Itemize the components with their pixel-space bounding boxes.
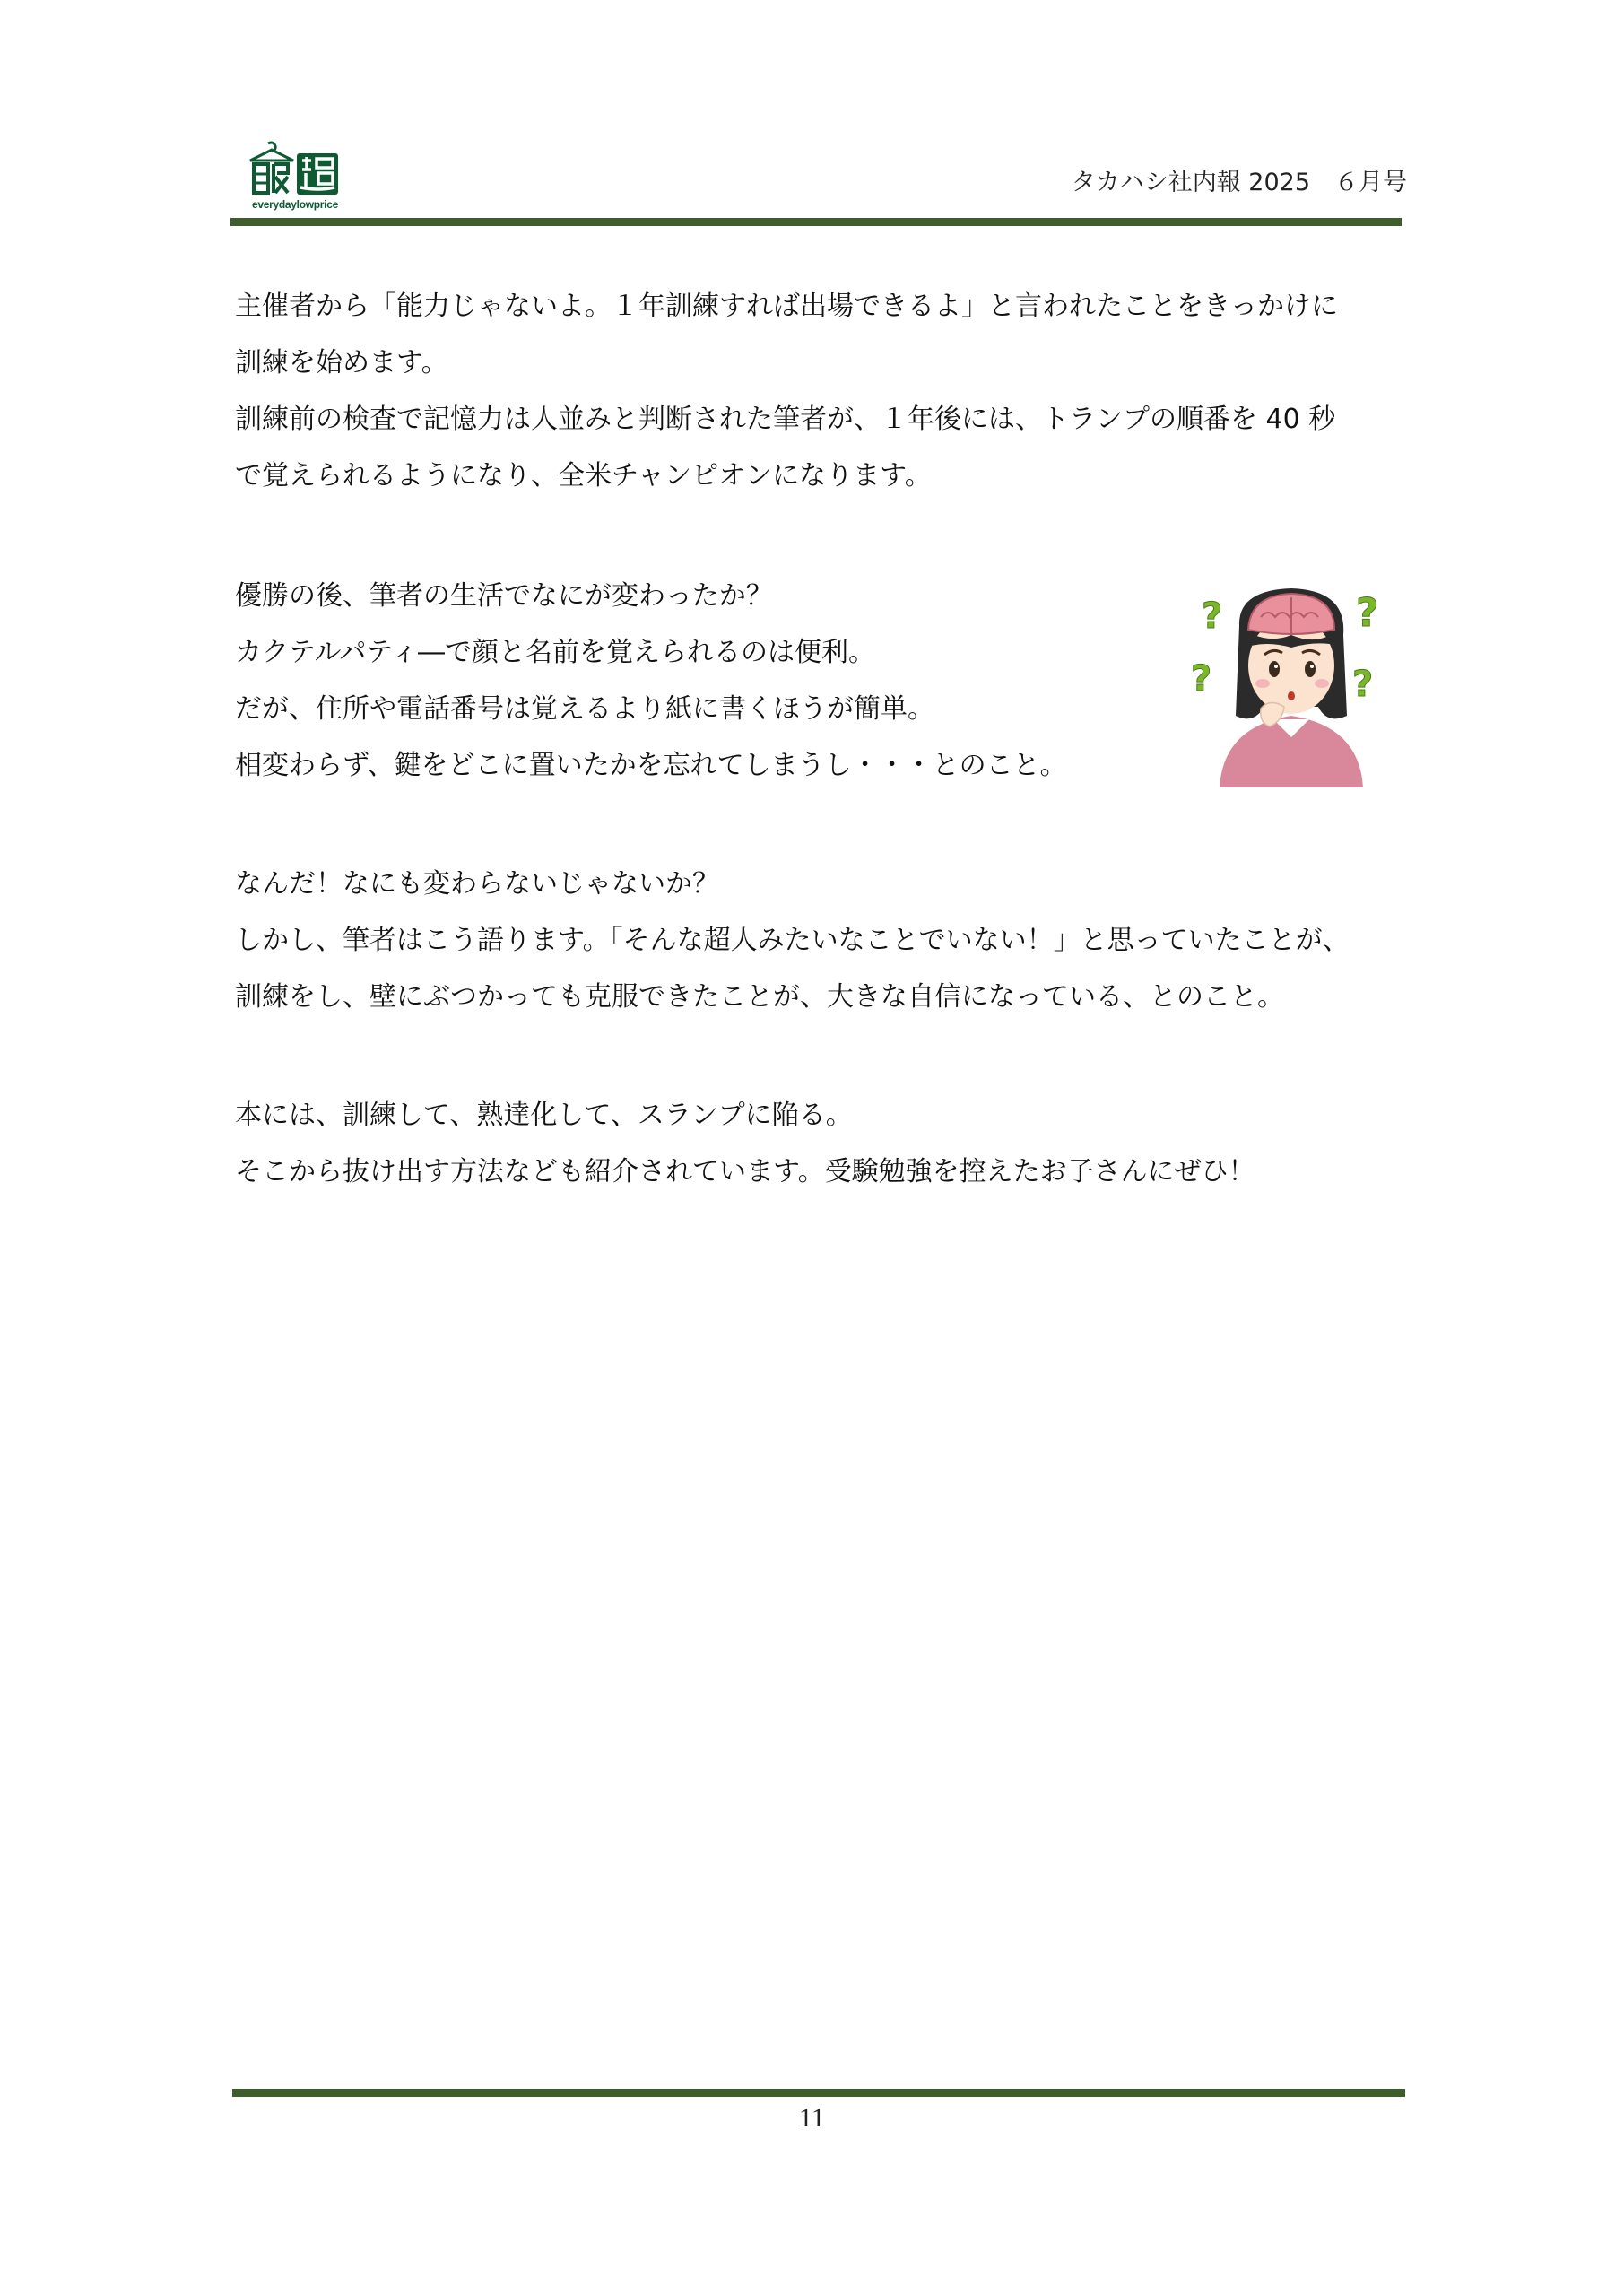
body-line: そこから抜け出す方法なども紹介されています。受験勉強を控えたお子さんにぜひ！ <box>235 1156 1255 1187</box>
body-line: カクテルパティ―で顔と名前を覚えられるのは便利。 <box>235 637 875 668</box>
newsletter-title: タカハシ社内報 2025 ６月号 <box>1071 169 1407 196</box>
svg-text:?: ? <box>1352 664 1374 705</box>
hanger-logo-icon <box>248 141 342 196</box>
svg-text:?: ? <box>1356 590 1379 636</box>
logo-tagline: everydaylowprice <box>252 198 338 211</box>
svg-text:?: ? <box>1202 596 1223 637</box>
footer-divider <box>232 2089 1405 2097</box>
body-line: だが、住所や電話番号は覚えるより紙に書くほうが簡単。 <box>235 693 934 725</box>
header-divider <box>230 218 1402 226</box>
company-logo <box>248 141 342 218</box>
body-line: で覚えられるようになり、全米チャンピオンになります。 <box>235 460 932 491</box>
body-line: 訓練前の検査で記憶力は人並みと判断された筆者が、１年後には、トランプの順番を 40 秒 <box>235 404 1336 435</box>
body-line: 相変わらず、鍵をどこに置いたかを忘れてしまうし・・・とのこと。 <box>235 750 1067 781</box>
body-line: 主催者から「能力じゃないよ。１年訓練すれば出場できるよ」と言われたことをきっかけに <box>235 291 1338 322</box>
svg-text:?: ? <box>1191 658 1212 700</box>
body-line: 訓練を始めます。 <box>235 347 448 378</box>
body-line: 訓練をし、壁にぶつかっても克服できたことが、大きな自信になっている、とのこと。 <box>235 981 1284 1013</box>
body-line: 本には、訓練して、熟達化して、スランプに陥る。 <box>235 1100 853 1131</box>
body-line: しかし、筆者はこう語ります。「そんな超人みたいなことでいない！」と思っていたことが、 <box>235 925 1350 956</box>
body-line: 優勝の後、筆者の生活でなにが変わったか？ <box>235 580 773 612</box>
body-line: なんだ！なにも変わらないじゃないか？ <box>235 868 719 900</box>
confused-woman-brain-icon <box>1184 572 1399 787</box>
page-number: 11 <box>799 2103 825 2133</box>
